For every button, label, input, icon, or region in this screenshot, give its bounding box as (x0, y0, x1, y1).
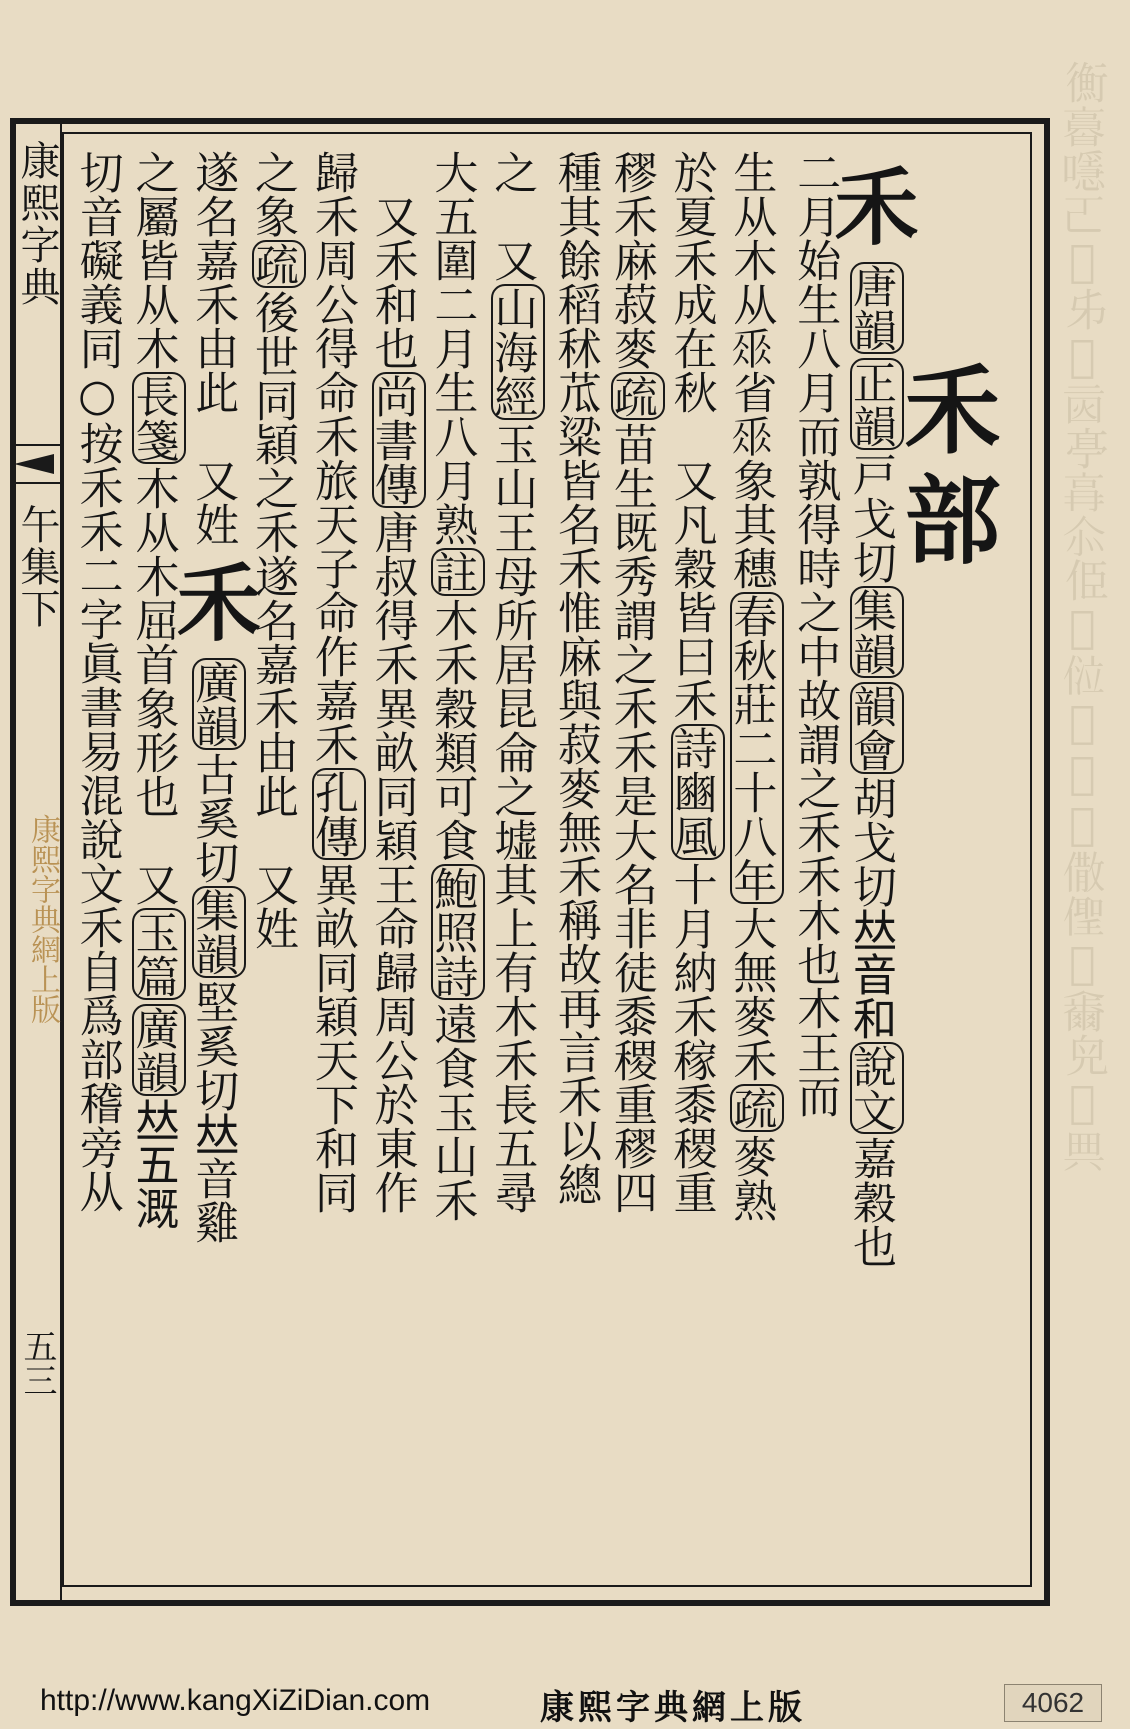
column-text: 切音礙義同○按禾禾二字眞書易混說文禾自爲部稽旁从 (71, 150, 123, 1213)
footer-url[interactable]: http://www.kangXiZiDian.com (40, 1684, 431, 1717)
column-text: 大無麥禾 (725, 906, 777, 1082)
column-text: 玉山王母所居昆侖之墟其上有木禾長五尋 (486, 422, 538, 1214)
source-citation-box: 廣韻 (132, 1004, 186, 1096)
column-text: 𠀤五溉 (127, 1098, 179, 1230)
text-column (784, 150, 844, 1590)
source-citation-box: 正韻 (850, 358, 904, 450)
source-citation-box: 註 (431, 548, 485, 596)
text-column (665, 150, 725, 1590)
column-text: 又禾和也 (366, 150, 418, 370)
column-text: 後世同穎之禾遂名嘉禾由此 又姓 (247, 290, 299, 950)
text-column (821, 150, 920, 1590)
text-column (163, 150, 263, 1590)
column-text: 唐叔得禾異畝同穎王命歸周公於東作 (366, 510, 418, 1214)
text-column (426, 150, 486, 1590)
text-column (246, 150, 306, 1590)
source-citation-box: 集韻 (850, 586, 904, 678)
column-text: 木从木屈首象形也 又 (127, 466, 179, 906)
column-text: 穋禾麻菽麥 (605, 150, 657, 370)
source-citation-box: 尚書傳 (372, 372, 426, 508)
watermark-stamp: 康熙字典網上版 (25, 814, 60, 1024)
text-column (545, 150, 605, 1590)
source-citation-box: 廣韻 (192, 658, 246, 750)
column-text: 嘉穀也 (845, 1136, 896, 1268)
footer-brand: 康熙字典網上版 (540, 1689, 806, 1727)
column-text: 𠀤音和 (845, 908, 896, 1040)
column-text: 十月納禾稼黍稷重 (665, 862, 717, 1214)
column-text: 生从木从𠂹省𠂹象其穗 (725, 150, 777, 590)
source-citation-box: 玉篇 (132, 908, 186, 1000)
source-citation-box: 韻會 (850, 682, 904, 774)
column-text: 之屬皆从木 (127, 150, 179, 370)
column-text: 二月始生八月而孰得時之中故謂之禾禾木也木王而 (789, 150, 841, 1118)
head-character: 禾 (821, 163, 920, 247)
radical-heading: 禾部 (889, 360, 1002, 580)
section-label: 午集下 (14, 504, 60, 630)
book-title: 康熙字典 (14, 140, 60, 308)
column-text: 苗生既秀謂之禾禾是大名非徒黍稷重穋四 (605, 422, 657, 1214)
source-citation-box: 鮑照詩 (431, 864, 485, 1000)
column-text: 戸戈切 (845, 452, 896, 584)
column-text: 之象 (247, 150, 299, 238)
source-citation-box: 孔傳 (312, 768, 366, 860)
column-text: 堅奚切𠀤音雞 (187, 980, 239, 1244)
source-citation-box: 春秋莊二十八年 (730, 592, 784, 904)
column-text: 大五圍二月生八月熟 (426, 150, 478, 546)
source-citation-box: 疏 (730, 1084, 784, 1132)
source-citation-box: 集韻 (192, 886, 246, 978)
head-character: 禾 (163, 559, 263, 643)
text-column (67, 150, 127, 1590)
text-columns (66, 150, 920, 1590)
column-text: 之 又 (486, 150, 538, 282)
column-text: 遠食玉山禾 (426, 1002, 478, 1222)
text-column (485, 150, 545, 1590)
column-text: 於夏禾成在秋 又凡穀皆曰禾 (665, 150, 717, 722)
column-text: 異畝同穎天下和同 (306, 862, 358, 1214)
text-column (306, 150, 366, 1590)
text-column (366, 150, 426, 1590)
text-column (725, 150, 785, 1590)
fish-tail-mark (12, 444, 62, 484)
column-text: 麥熟 (725, 1134, 777, 1222)
page-number: 4062 (1004, 1684, 1102, 1722)
source-citation-box: 疏 (252, 240, 306, 288)
column-text: 古奚切 (187, 752, 239, 884)
column-text: 遂名嘉禾由此 又姓 (187, 150, 239, 546)
source-citation-box: 山海經 (491, 284, 545, 420)
column-text: 種其餘稻秫苽粱皆名禾惟麻與菽麥無禾稱故再言禾以總 (550, 150, 602, 1206)
column-text: 胡戈切 (845, 776, 896, 908)
text-column (127, 150, 187, 1590)
folio-number: 五三 (17, 1329, 57, 1397)
column-text: 歸禾周公得命禾旅天子命作嘉禾 (306, 150, 358, 766)
source-citation-box: 說文 (850, 1042, 904, 1134)
side-gutter (12, 124, 62, 1602)
footer (0, 1680, 1130, 1728)
source-citation-box: 疏 (611, 372, 665, 420)
text-column (605, 150, 665, 1590)
source-citation-box: 長箋 (132, 372, 186, 464)
column-text: 木禾穀類可食 (426, 598, 478, 862)
bleed-through-text: 𢖍𠆌𡁋𠀀𠁢𠂔𠃛𠄰𠅘𠆂𠇍𠈄𠉆𠊔𠋃𠌁𠍋𠎭𠏄𠐒𠑂𠒇𠓛𠔓 (1057, 60, 1108, 1172)
source-citation-box: 詩豳風 (671, 724, 725, 860)
source-citation-box: 唐韻 (850, 262, 904, 354)
